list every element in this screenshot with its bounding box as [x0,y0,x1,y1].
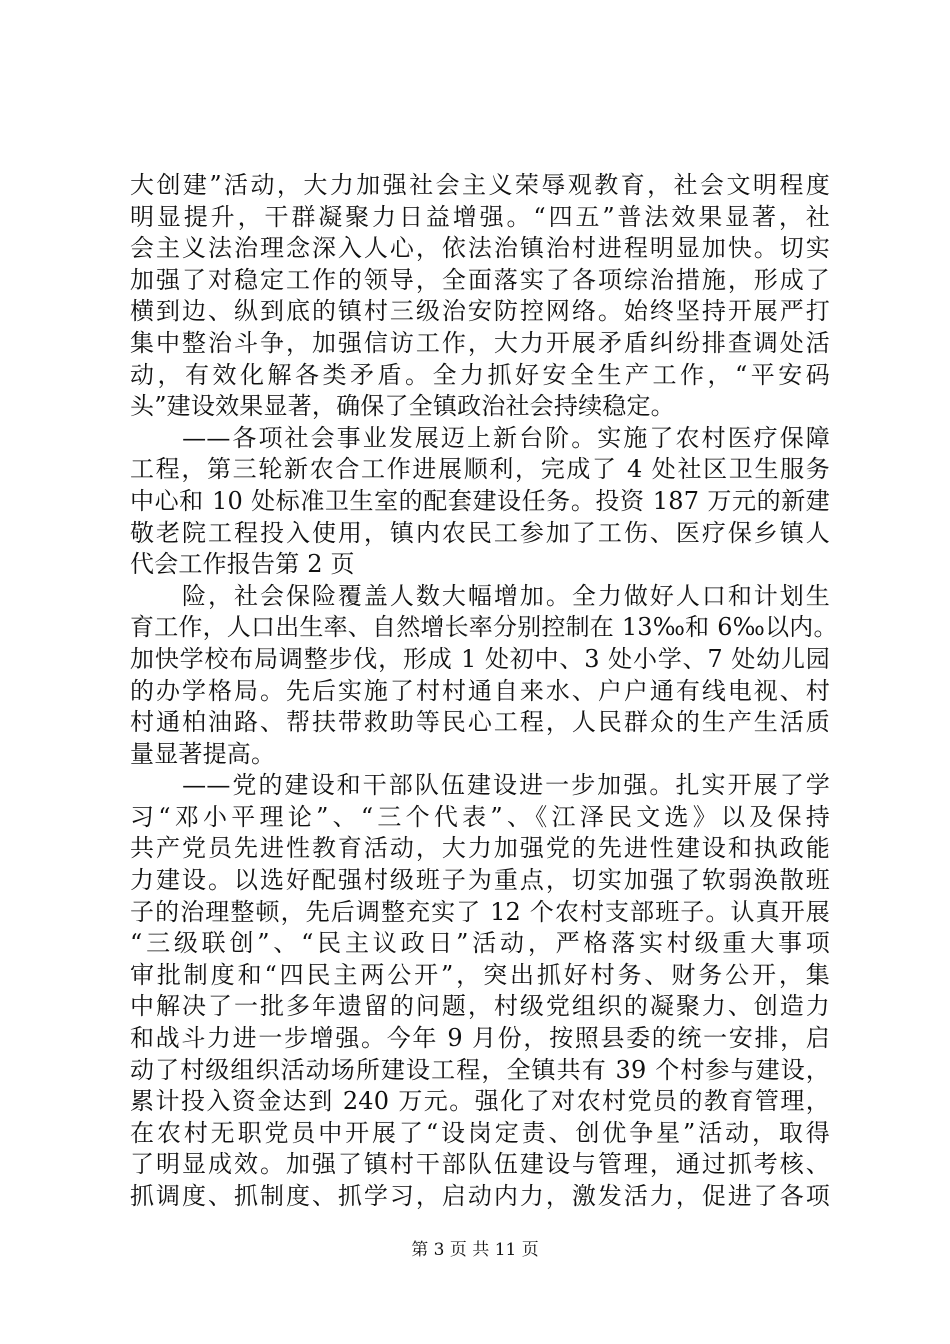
page-footer: 第 3 页 共 11 页 [411,1240,539,1260]
text-line: 和战斗力进一步增强。今年 9 月份，按照县委的统一安排，启 [130,1024,830,1053]
text-line: 动了村级组织活动场所建设工程，全镇共有 39 个村参与建设， [130,1055,830,1084]
text-line: 中解决了一批多年遗留的问题，村级党组织的凝聚力、创造力 [130,992,830,1021]
text-line: ——党的建设和干部队伍建设进一步加强。扎实开展了学 [130,771,830,800]
text-line: 的办学格局。先后实施了村村通自来水、户户通有线电视、村 [130,676,830,705]
text-line: 明显提升，干群凝聚力日益增强。“四五”普法效果显著，社 [130,202,830,231]
text-line: 了明显成效。加强了镇村干部队伍建设与管理，通过抓考核、 [130,1150,830,1179]
text-line: 会主义法治理念深入人心，依法治镇治村进程明显加快。切实 [130,234,830,263]
text-line: 育工作，人口出生率、自然增长率分别控制在 13‰和 6‰以内。 [130,613,838,642]
text-line: ——各项社会事业发展迈上新台阶。实施了农村医疗保障 [130,423,830,452]
text-line: 累计投入资金达到 240 万元。强化了对农村党员的教育管理， [130,1087,830,1116]
text-line: 力建设。以选好配强村级班子为重点，切实加强了软弱涣散班 [130,866,830,895]
text-line: 在农村无职党员中开展了“设岗定责、创优争星”活动，取得 [130,1118,830,1147]
text-line: 集中整治斗争，加强信访工作，大力开展矛盾纠纷排查调处活 [130,328,830,357]
text-line: 习“邓小平理论”、“三个代表”、《江泽民文选》以及保持 [130,802,830,831]
text-line: 中心和 10 处标准卫生室的配套建设任务。投资 187 万元的新建 [130,486,830,515]
text-line: 敬老院工程投入使用，镇内农民工参加了工伤、医疗保乡镇人 [130,518,830,547]
text-line: 加快学校布局调整步伐，形成 1 处初中、3 处小学、7 处幼儿园 [130,644,830,673]
text-line: 大创建”活动，大力加强社会主义荣辱观教育，社会文明程度 [130,171,830,199]
text-line: 工程，第三轮新农合工作进展顺利，完成了 4 处社区卫生服务 [130,455,830,484]
text-line: 审批制度和“四民主两公开”，突出抓好村务、财务公开，集 [130,960,830,989]
text-line: 头”建设效果显著，确保了全镇政治社会持续稳定。 [130,392,675,421]
text-line: 险，社会保险覆盖人数大幅增加。全力做好人口和计划生 [130,581,830,610]
text-line: 子的治理整顿，先后调整充实了 12 个农村支部班子。认真开展 [130,897,830,926]
text-line: 加强了对稳定工作的领导，全面落实了各项综治措施，形成了 [130,265,830,294]
text-line: 代会工作报告第 2 页 [130,550,355,579]
text-line: 共产党员先进性教育活动，大力加强党的先进性建设和执政能 [130,834,830,863]
text-line: 动，有效化解各类矛盾。全力抓好安全生产工作，“平安码 [130,360,830,389]
text-line: 村通柏油路、帮扶带救助等民心工程，人民群众的生产生活质 [130,708,830,737]
text-line: 抓调度、抓制度、抓学习，启动内力，激发活力，促进了各项 [130,1182,830,1210]
text-line: 量显著提高。 [130,739,276,768]
body-text [130,170,838,1213]
text-line: 横到边、纵到底的镇村三级治安防控网络。始终坚持开展严打 [130,297,830,326]
text-line: “三级联创”、“民主议政日”活动，严格落实村级重大事项 [130,929,830,958]
